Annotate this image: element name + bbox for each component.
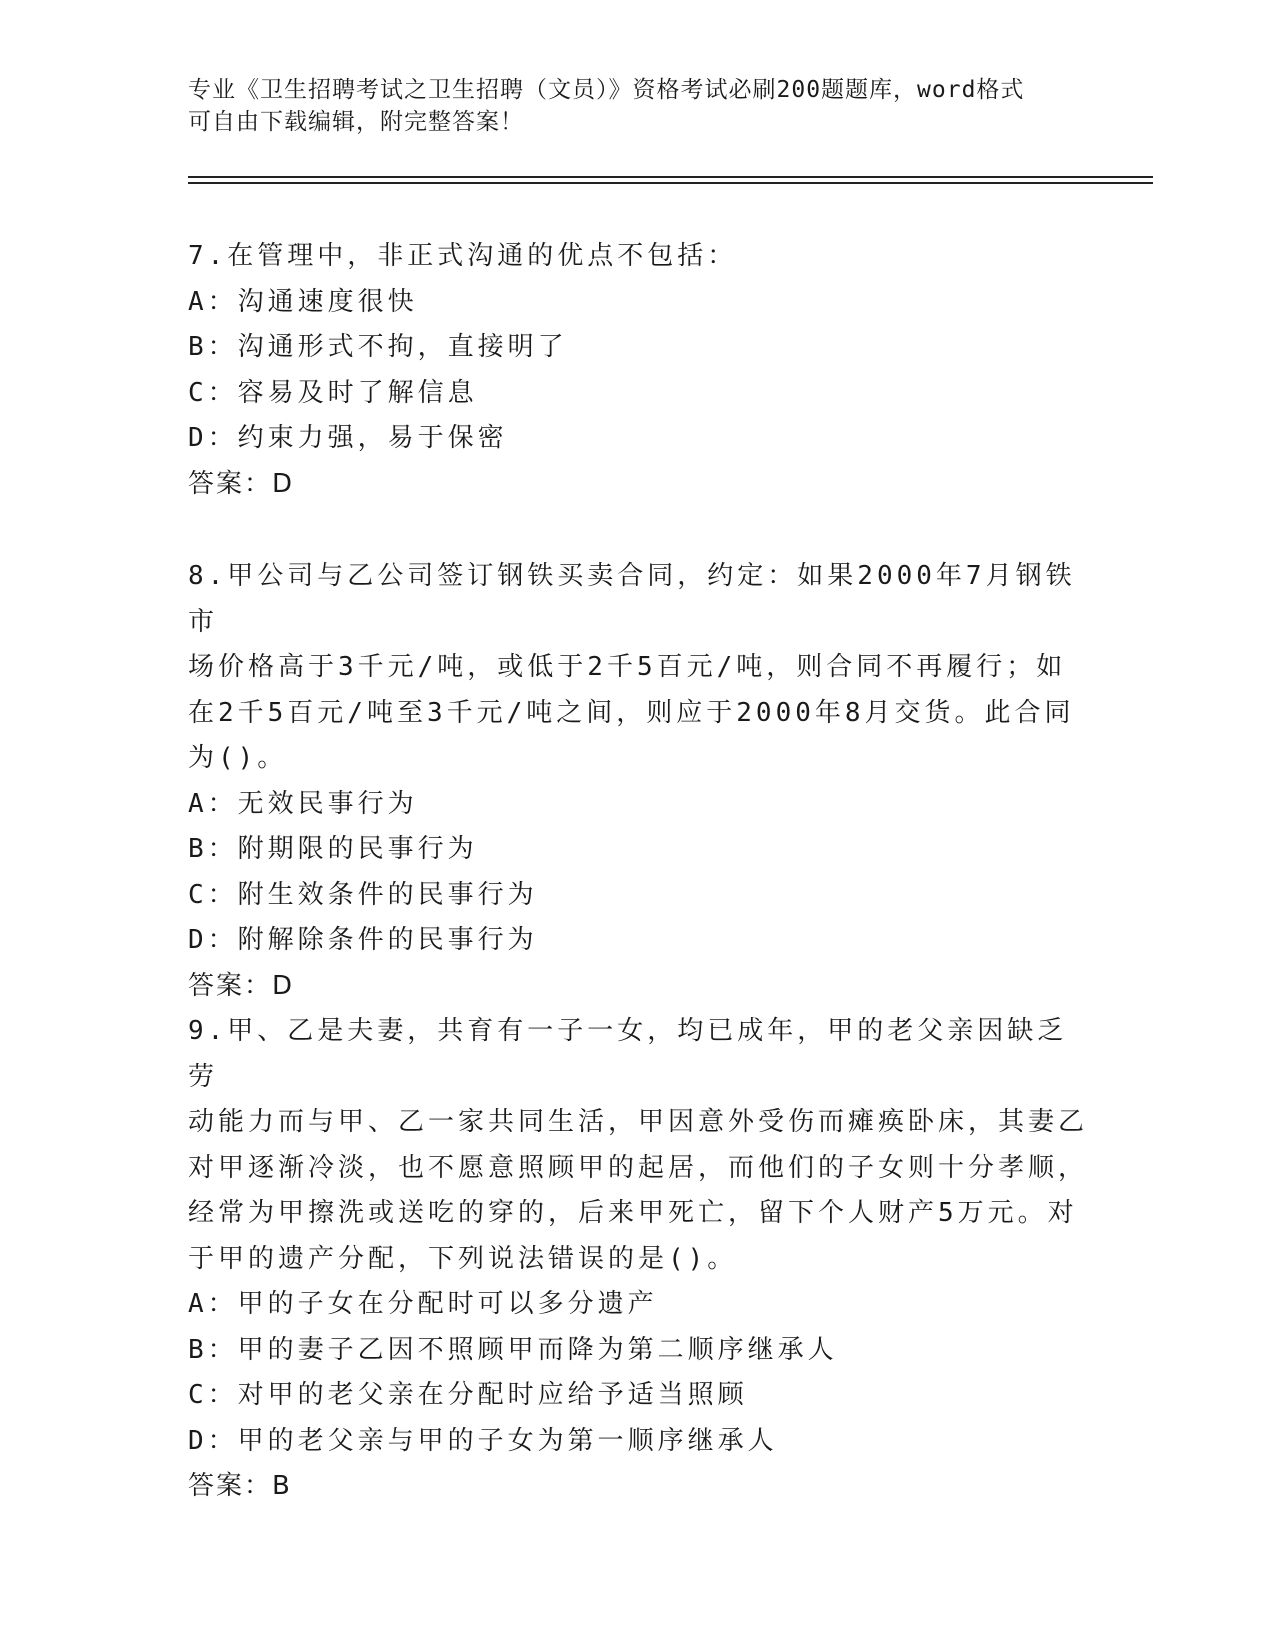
option-b: B：沟通形式不拘，直接明了 (188, 332, 568, 362)
question-stem-line-4: 经常为甲擦洗或送吃的穿的，后来甲死亡，留下个人财产5万元。对 (188, 1198, 1078, 1228)
document-header (188, 74, 1068, 138)
question-7 (188, 234, 1088, 507)
question-8 (188, 554, 1088, 1009)
option-b: B：甲的妻子乙因不照顾甲而降为第二顺序继承人 (188, 1334, 838, 1365)
option-d: D：附解除条件的民事行为 (188, 925, 538, 955)
answer-label: 答案：D (188, 468, 295, 499)
option-a: A：甲的子女在分配时可以多分遗产 (188, 1289, 658, 1319)
question-9 (188, 1009, 1088, 1510)
option-d: D：约束力强，易于保密 (188, 423, 508, 453)
question-stem-line-4: 为()。 (188, 743, 288, 773)
question-stem-line-1: 8.甲公司与乙公司签订钢铁买卖合同，约定：如果2000年7月钢铁市 (188, 561, 1076, 637)
question-stem: 7.在管理中，非正式沟通的优点不包括： (188, 241, 738, 271)
question-stem-line-5: 于甲的遗产分配，下列说法错误的是()。 (188, 1243, 738, 1274)
header-divider-top (188, 176, 1153, 178)
question-stem-line-2: 动能力而与甲、乙一家共同生活，甲因意外受伤而瘫痪卧床，其妻乙 (188, 1107, 1089, 1137)
answer-label: 答案：B (188, 1471, 292, 1501)
option-c: C：附生效条件的民事行为 (188, 879, 538, 910)
header-line-2: 可自由下载编辑，附完整答案！ (188, 109, 524, 135)
question-stem-line-3: 对甲逐渐冷淡，也不愿意照顾甲的起居，而他们的子女则十分孝顺， (188, 1152, 1089, 1183)
header-line-1: 专业《卫生招聘考试之卫生招聘（文员）》资格考试必刷200题题库，word格式 (188, 77, 1025, 103)
answer-label: 答案：D (188, 970, 295, 1001)
option-c: C：容易及时了解信息 (188, 377, 478, 408)
question-stem-line-3: 在2千5百元/吨至3千元/吨之间，则应于2000年8月交货。此合同 (188, 697, 1075, 728)
header-divider-bottom (188, 182, 1153, 184)
question-stem-line-2: 场价格高于3千元/吨，或低于2千5百元/吨，则合同不再履行；如 (188, 652, 1067, 682)
option-a: A：无效民事行为 (188, 788, 418, 819)
option-c: C：对甲的老父亲在分配时应给予适当照顾 (188, 1380, 748, 1410)
option-a: A：沟通速度很快 (188, 286, 418, 317)
question-stem-line-1: 9.甲、乙是夫妻，共育有一子一女，均已成年，甲的老父亲因缺乏劳 (188, 1016, 1068, 1092)
option-b: B：附期限的民事行为 (188, 834, 478, 864)
option-d: D：甲的老父亲与甲的子女为第一顺序继承人 (188, 1425, 778, 1456)
